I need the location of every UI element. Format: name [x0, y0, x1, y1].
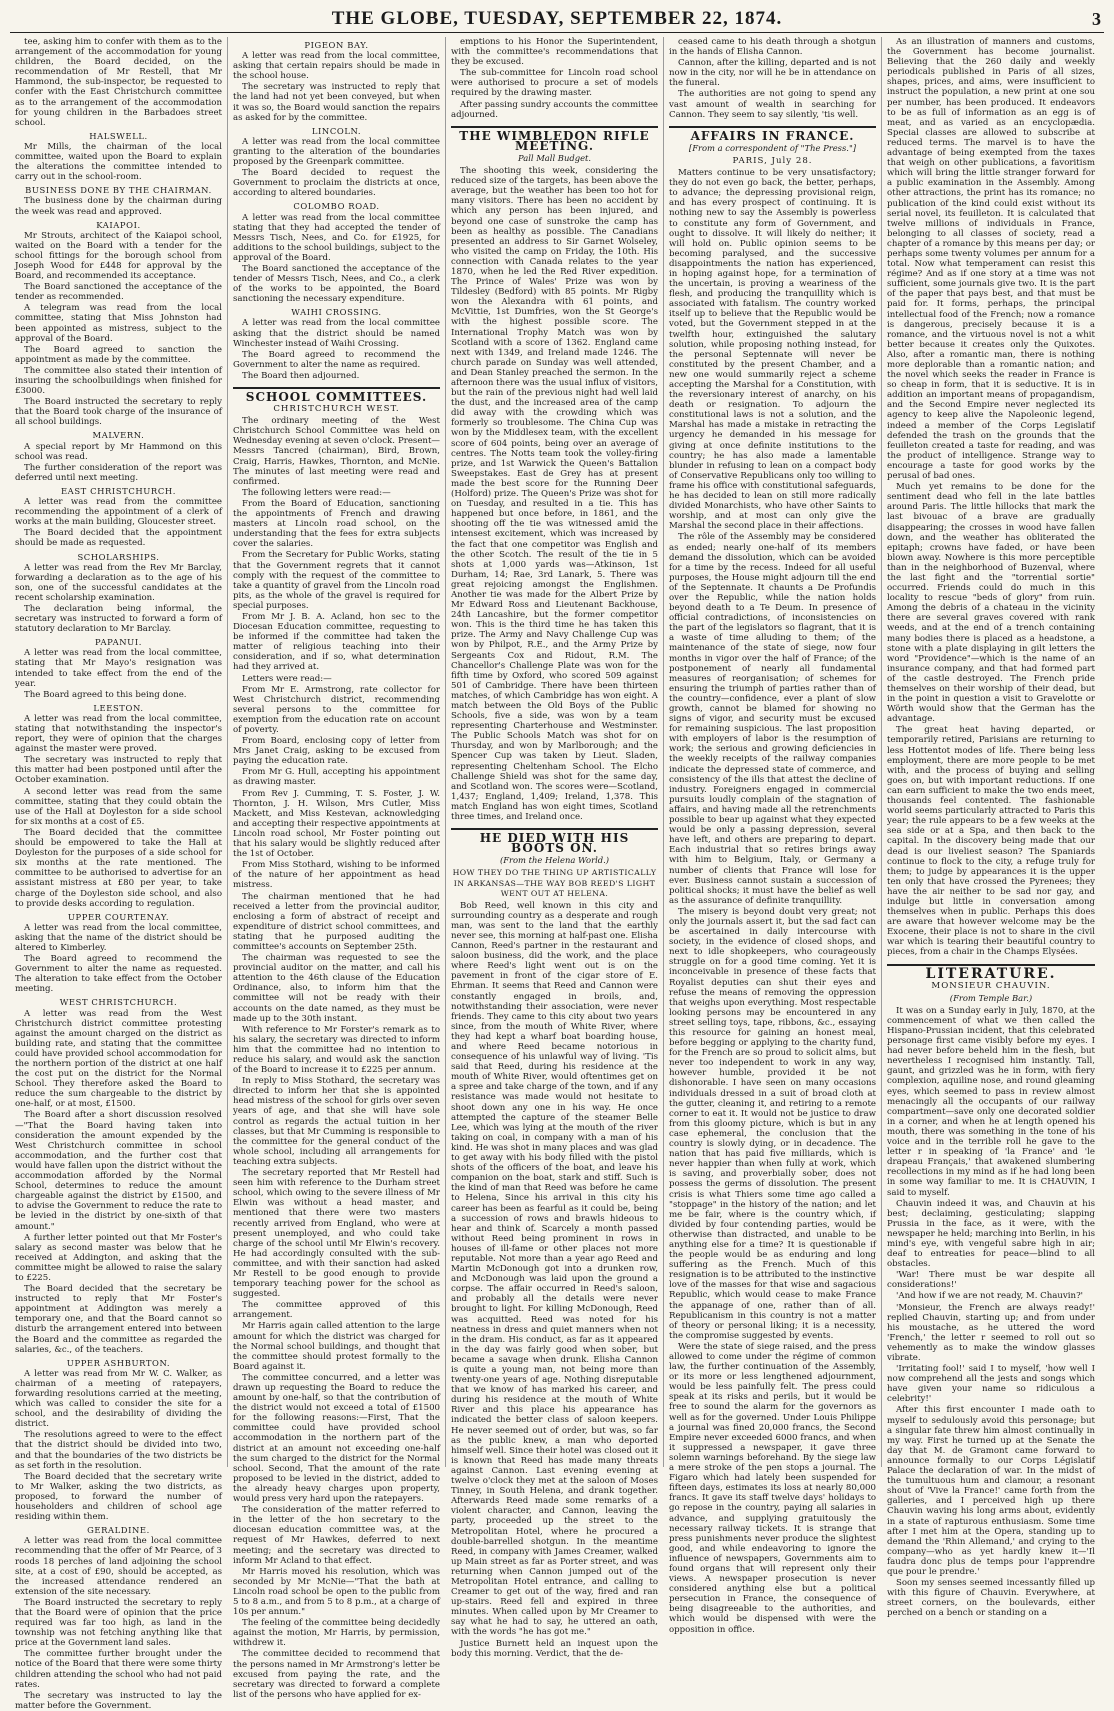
subheading: PAPANUI.: [95, 637, 142, 648]
paragraph: With reference to Mr Forster's remark as to his salary, the secretary was directed to inform him that the committee had no intention to reduce his salary, and would ask the sanction of the Board to increase it to £225 per annum.: [233, 1024, 440, 1076]
paragraph: The shooting this week, considering the reduced size of the targets, has been above the average, but the weather has been too hot for many visitors. There has been no accident by which any person has been injured, and beyond one case of sunstroke the camp has been as healthy as possible. The Canadians presented an address to Sir Garnet Wolseley, who visited the camp on Friday, the 10th. His connection with Canada relates to the year 1870, when he led the Red River expedition. The Prince of Wales' Prize was won by Tildesley (Bedford) with 85 points. Mr Rigby won the Alexandra with 61 points, and McVittie, 1st Dumfries, won the St George's with the highest possible score. The International Trophy Match was won by Scotland with a score of 1362. England came next with 1349, and Ireland made 1246. The church parade on Sunday was well attended, and Dean Stanley preached the sermon. In the afternoon there was the usual influx of visitors, but the rain of the previous night had well laid the dust, and the increased area of the camp did away with the crowding which was formerly so troublesome. The China Cup was won by the Middlesex team, with the excellent score of 604 points, being over an average of centres. The Notts team took the volley-firing prize, and 1st Warwick the Queen's Battalion Sweepstakes. East de Grey has at present made the best score for the Running Deer (Holford) prize. The Queen's Prize was shot for on Tuesday, and resulted in a tie. This has happened but once before, in 1861, and the shooting off the tie was witnessed amid the intensest excitement, which was increased by the fact that one competitor was English and the other Scotch. The result of the tie in 5 shots at 1,000 yards was—Atkinson, 1st Durham, 14; Rae, 3rd Lanark, 5. There was great rejoicing amongst the Englishmen. Another tie was made for the Albert Prize by Mr Edward Ross and Lieutenant Backhouse, 24th Lancashire, but the former competitor won. This is the third time he has taken this prize. The Army and Navy Challenge Cup was won by Philpot, R.E., and the Army Prize by Sergeants Cox and Ridout, R.M. The Chancellor's Challenge Plate was won for the fifth time by Oxford, who scored 509 against 501 of Cambridge. There have been thirteen matches, of which Cambridge has won eight. A match between the Old Boys of the Public Schools, five a side, was won by a team representing Charterhouse and Westminster. The Public Schools Match was shot for on Thursday, and won by Marlborough; and the Spencer Cup was taken by Lieut. Sladen, representing Cheltenham School. The Elcho Challenge Shield was shot for the same day, and Scotland won. The scores were—Scotland, 1,437; England, 1,409; Ireland, 1,378. This match England has won eight times, Scotland three times, and Ireland once.: [451, 166, 658, 823]
paragraph: 'And how if we are not ready, M. Chauvin?': [896, 1291, 1084, 1302]
paragraph: Matters continue to be very unsatisfactory; they do not even go back, the better, perhaps, to advance; the depressing provisional reign, and has every prospect of continuing. It is nothing new to say the Assembly is powerless to constitute any form of Government, and ought to dissolve. It will likely do neither; it will hold on. Public opinion seems to be becoming paralysed, and the successive disappointments the nation has experienced, in hoping against hope, for a termination of the uncertain, is proving a weariness of the flesh, and producing the tranquillity which is associated with fatalism. The country worked itself up to believe that the Republic would be voted, but the Government stepped in at the twelfth hour, extinguished the salutary solution, while proposing nothing instead, for the personal Septennate will never be constituted by the present Chamber, and a new one would summarily reject a scheme accepting the Marshal for a Constitution, with the reversionary interest of anarchy, on his death or resignation. To adjourn the constitutional laws is not a solution, and the Marshal has made a mistake in retracting the urgency he demanded in his message for giving at once definite institutions to the country; he has also made a lamentable blunder in refusing to lean on a compact body of Conservative Republicans only too willing to frame his office with constitutional safeguards, he has decided to lean on still more radically divided Monarchists, who have other Saints to worship, and at most can only give the Marshal the second place in their affections.: [669, 168, 876, 532]
article-headline: LITERATURE.: [887, 964, 1095, 979]
paragraph: A letter was read from the local committee, stating that Mr Mayo's resignation was intended to take effect from the end of the year.: [15, 648, 222, 689]
section-subheading: CHRISTCHURCH WEST.: [273, 404, 400, 415]
source-line: [From a correspondent of "The Press."]: [688, 142, 857, 153]
source-line: Pall Mall Budget.: [517, 152, 592, 163]
paragraph: From the Board of Education, sanctioning the appointments of French and drawing masters at Lincoln road school, on the understanding that the fees for extra subjects cover the salaries.: [233, 498, 440, 550]
paragraph: The committee decided to recommend that the persons named in Mr Armstrong's letter be excused from paying the rate, and the secretary was directed to forward a complete list of the persons who have applied for ex-: [233, 1649, 440, 1700]
masthead-title: THE GLOBE, TUESDAY, SEPTEMBER 22, 1874.: [331, 8, 783, 29]
paragraph: A second letter was read from the same committee, stating that they could obtain the use of the Hall at Doyleston for a side school for six months at a cost of £5.: [15, 786, 222, 827]
paragraph: Much yet remains to be done for the sentiment dead who fell in the late battles around Paris. The little hillocks that mark the last bivouac of a brave are gradually disappearing; the crosses in wood have fallen down, and the weather has obliterated the epitaph; crowns have faded, or have been blown away. Nowhere is this more perceptible than in the neighborhood of Buzenval, where the last fight and the "torrential sortie" occurred. Friends could do much in this locality to rescue "beds of glory" from ruin. Among the debris of a chateau in the vicinity there are several graves covered with rank weeds, and at the end of a trench containing many bodies there is placed as a headstone, a stone with a plate displaying in gilt letters the word "Providence"—which is the name of an insurance company, and that had formed part of the castle destroyed. The French pride themselves on their worship of their dead, but in the point in question a visit to Gravelotte or Wörth would show that the German has the advantage.: [887, 482, 1095, 725]
paragraph: Letters were read:—: [242, 673, 332, 684]
subheading: COLOMBO ROAD.: [293, 201, 380, 212]
paragraph: The Board decided that the secretary write to Mr Walker, asking the two districts, as proposed, to forward the number of householders and children of school age residing within them.: [15, 1471, 222, 1523]
subheading: UPPER COURTENAY.: [67, 911, 170, 922]
subheading: MALVERN.: [92, 430, 145, 441]
paragraph: A letter was read from Mr W. C. Walker, as chairman of a meeting of ratepayers, forwarding resolutions carried at the meeting, which was called to consider the site for a school, and the desirability of dividing the district.: [15, 1368, 222, 1430]
columns: [10, 37, 1104, 1711]
subheading: LEESTON.: [93, 702, 144, 713]
paragraph: The Board after a short discussion resolved—"That the Board having taken into consideration the amount expended by the West Christchurch committee in school accommodation, and the further cost that would have fallen upon the district without the accommodation afforded by the Normal School, determines to reduce the amount chargeable against the district by £1500, and to advise the Government to reduce the rate to be levied in the district by one-sixth of that amount.": [15, 1110, 222, 1232]
paragraph: Chauvin indeed it was, and Chauvin at his best; declaiming, gesticulating; slapping Prussia in the face, as it were, with the newspaper he held; marching into Berlin, in his mind's eye, with vengeful sabre high in air; deaf to entreaties for peace—blind to all obstacles.: [887, 1198, 1095, 1270]
paragraph: A further letter pointed out that Mr Foster's salary as second master was below that he received at Addington, and asking that the committee might be allowed to raise the salary to £225.: [15, 1232, 222, 1283]
column-4: [664, 37, 882, 1635]
paragraph: From Miss Stothard, wishing to be informed of the nature of her appointment as head mistress.: [233, 860, 440, 891]
paragraph: The Board agreed to this being done.: [24, 689, 187, 700]
subheading: SCHOLARSHIPS.: [77, 551, 160, 562]
paragraph: The Board decided that the committee should be empowered to take the Hall at Doyleston for the purposes of a side school for six months at the rate mentioned. The committee to be authorised to advertise for an assistant mistress at £80 per year, to take charge of the Doyleston side school, and also to provide desks according to regulation.: [15, 827, 222, 909]
paragraph: The Board then adjourned.: [242, 370, 360, 381]
paragraph: 'War! There must be war despite all considerations!': [887, 1270, 1095, 1291]
paragraph: A letter was read from the West Christchurch district committee protesting against the amount charged on the district as building rate, and stating that the committee could have provided school accommodation for the northern portion of the district at one half the cost put on the district for the Normal School. They therefore asked the Board to reduce the sum chargeable to the district by one-half, or at most, £1500.: [15, 1008, 222, 1110]
paragraph: tee, asking him to confer with them as to the arrangement of the accommodation for young children, the Board decided, on the recommendation of Mr Restell, that Mr Hammond, the sub-inspector, be requested to confer with the East Christchurch committee as to the arrangement of the accommodation for young children in the Barbadoes street school.: [15, 37, 222, 128]
paragraph: The misery is beyond doubt very great; not only the journals assert it, but the sad fact can be ascertained in daily intercourse with society, in the evidence of closed shops, and next to idle shopkeepers, who courageously struggle on for a good time coming. Yet it is inconceivable in presence of these facts that Royalist deputies can shut their eyes and refuse the means of removing the oppression that weighs upon everything. Most respectable looking persons may be encountered in any street selling toys, tape, ribbons, &c., essaying this resource for gaining an honest meal, before begging or applying to the charity fund, for the French are so proud to solicit alms, but never too independent to work in any way, however humble, provided it be not dishonorable. I have seen on many occasions individuals dressed in a suit of broad cloth at the gutter, cleaning it, and retiring to a remote corner to eat it. It would not be justice to draw from this gloomy picture, which is but in any case ephemeral, the conclusion that the country is slowly dying, or in decadence. The nation that has paid five milliards, which is never happier than when fully at work, which is saving, and proverbially sober, does not possess the germs of dissolution. The present crisis is what Thiers some time ago called a "stoppage" in the history of the nation; and let me be fair, where is the country which, if divided by four contending parties, would be otherwise than distracted, and unable to be anything else for a time? It is questionable if the people would be as enduring and long suffering as the French. Much of this resignation is to be attributed to the instinctive love of the masses for that wise and sagacious Republic, which would cease to make France the appanage of one, rather than of all. Republicanism in this country is not a matter of theory or personal liking; it is a necessity, the compromise suggested by events.: [669, 906, 876, 1341]
section-subheading: MONSIEUR CHAUVIN.: [931, 980, 1051, 991]
paragraph: A letter was read from the local committee asking that the district should be named Winchester instead of Waihi Crossing.: [233, 318, 440, 349]
paragraph: The secretary was instructed to reply that this matter had been postponed until after the October examination.: [15, 755, 222, 786]
source-line: (From Temple Bar.): [949, 992, 1033, 1003]
paragraph: From the Secretary for Public Works, stating that the Government regrets that it cannot comply with the request of the committee to take a quantity of gravel from the Lincoln road pits, as the whole of the gravel is required for special purposes.: [233, 550, 440, 611]
paragraph: Were the state of siege raised, and the press allowed to come under the régime of common law, the further continuation of the Assembly, or its more or less lengthened adjournment, would be less painfully felt. The press could speak at its risks and perils, but it would be free to sound the alarm for the governors as well as for the governed. Under Louis Philippe a journal was fined 20,000 francs, the Second Empire never exceeded 6000 francs, and when it suppressed a newspaper, it gave three solemn warnings beforehand. By the siege law a mere stroke of the pen stops a journal. The Figaro which had lately been suspended for fifteen days, estimates its loss at nearly 80,000 francs. It gave its staff twelve days' holidays to go repose in the country, paying all salaries in advance, and supplying gratuitously the necessary railway tickets. It is strange that press punishments never produce the slightest good, and while endeavoring to ignore the influence of newspapers, Governments aim to found organs that will represent only their views. A newspaper prosecution is never considered anything else but a political persecution in France, the consequence of being disagreeable to the authorities, and which would be dispensed with were the opposition in office.: [669, 1341, 876, 1635]
paragraph: From Mr G. Hull, accepting his appointment as drawing master.: [233, 767, 440, 788]
paragraph: The authorities are not going to spend any vast amount of wealth in searching for Cannon. They seem to say silently, 'tis well.: [669, 89, 876, 120]
subheading: WAIHI CROSSING.: [291, 307, 382, 318]
paragraph: A letter was read from the Rev Mr Barclay, forwarding a declaration as to the age of his son, one of the successful candidates at the recent scholarship examination.: [15, 562, 222, 603]
paragraph: emptions to his Honor the Superintendent, with the committee's recommendations that they be excused.: [451, 37, 658, 68]
paragraph: ceased came to his death through a shotgun in the hands of Elisha Cannon.: [669, 37, 876, 58]
paragraph: A letter was read from the local committee recommending that the offer of Mr Pearce, of 3 roods 18 perches of land adjoining the school site, at a cost of £90, should be accepted, as the increased attendance rendered an extension of the site necessary.: [15, 1536, 222, 1597]
subheading: WEST CHRISTCHURCH.: [59, 997, 178, 1008]
paragraph: A special report by Mr Hammond on this school was read.: [15, 441, 222, 462]
subheading: PIGEON BAY.: [304, 40, 369, 50]
paragraph: The Board agreed to recommend the Government to alter the name as required.: [233, 349, 440, 370]
paragraph: The following letters were read:—: [242, 487, 391, 498]
paragraph: The business done by the chairman during the week was read and approved.: [15, 196, 222, 217]
paragraph: A letter was read from the local committee, asking that certain repairs should be made in the school house.: [233, 51, 440, 82]
paragraph: As an illustration of manners and customs, the Government has become journalist. Believing that the 260 daily and weekly periodicals published in Paris of all sizes, shapes, prices, and aims, were insufficient to instruct the population, a new print at one sou per number, has been produced. It endeavors to be as full of information as an egg is of meat, and as varied as an encyclopædia. Special classes are allowed to subscribe at reduced terms. The marvel is to have the advantage of being exempted from the taxes that weigh on other publications, a favoritism which will bring the little stranger forward for a public examination in the Assembly. Among other attractions, the print has its romance; no publication of the kind could exist without its serial novel, its feuilleton. It is calculated that twelve millions of individuals in France, belonging to all classes of society, read a chapter of a romance by this means per day; or perhaps some twenty volumes per annum for a total. Now what temperament can resist this régime? And as if one story at a time was not sufficient, some journals give two. It is the part of the paper that pays best, and that must be paid for. It forms, perhaps, the principal intellectual food of the French; now a romance is dangerous, precisely because it is a romance, and the virtuous novel is not a whit better because it creates only the Quixotes. Also, after a romantic man, there is nothing more deplorable than a romantic nation; and the novel which seeks the reader in France is so cheap in form, that it is seductive. It is in addition an important means of propagandism, and the Second Empire never neglected its agency to keep alive the Napoleonic legend, indeed a member of the Corps Legislatif defended the trash on the grounds that the feuilleton created a taste for reading, and was the product of intelligence. Strange way to encourage a taste for good works by the perusal of bad ones.: [887, 37, 1095, 482]
paragraph: The Board decided that the secretary be instructed to reply that Mr Foster's appointment at Addington was merely a temporary one, and that the Board cannot so disturb the arrangement entered into between the Board and the committee as regarded the salaries, &c., of the teachers.: [15, 1284, 222, 1355]
paragraph: The great heat having departed, or temporarily retired, Parisians are returning to less Hottentot modes of life. There being less employment, there are more people to be met with, and the process of buying and selling goes on, but with important reductions. If one can earn sufficient to make the two ends meet, thousands feel contented. The fashionable world seems particularly attracted to Paris this year; the rule appears to be a few weeks at the sea side or at a Spa, and then back to the capital. In the discovery being made that our dead is our liveliest season? The Spaniards continue to flock to the city, a refuge truly for them; to judge by appearances it is the upper ten only that have crossed the Pyrenees; they have the air neither to be sad nor gay, and indulge but little in conversation among themselves when in public. Perhaps this does are aware that however welcome may be the Exocene, their place is not to share in the civil war which is tearing their beautiful country to pieces, from a chair in the Champs Elysées.: [887, 725, 1095, 958]
paragraph: The feeling of the committee being decidedly against the motion, Mr Harris, by permission, withdrew it.: [233, 1618, 440, 1649]
paragraph: From Rev J. Cumming, T. S. Foster, J. W. Thornton, J. H. Wilson, Mrs Cutler, Miss Mackett, and Miss Kestevan, acknowledging and accepting their respective appointments at Lincoln road school, Mr Foster pointing out that his salary would be slightly reduced after the 1st of October.: [233, 788, 440, 860]
subheading: GERALDINE.: [87, 1525, 150, 1536]
paragraph: The secretary was instructed to lay the matter before the Government.: [15, 1690, 222, 1711]
article-headline: HE DIED WITH HIS BOOTS ON.: [451, 828, 658, 853]
paragraph: Mr Strouts, architect of the Kaiapoi school, waited on the Board with a tender for the school fittings for the borough school from Joseph Wood for £448 for approval by the Board, and recommended its acceptance.: [15, 230, 222, 282]
page-number: 3: [1092, 9, 1102, 29]
paragraph: In reply to Miss Stothard, the secretary was directed to inform her that she is appointed head mistress of the school for girls over seven years of age, and that she will have sole control as regards the actual tuition in her classes, but that Mr Cumming is responsible to the committee for the general conduct of the whole school, including all arrangements for teaching extra subjects.: [233, 1076, 440, 1167]
article-headline: AFFAIRS IN FRANCE.: [669, 126, 876, 141]
paragraph: The consideration of the matter referred to in the letter of the hon secretary to the diocesan education committee was, at the request of Mr Hawkes, deferred to next meeting; and the secretary was directed to inform Mr Acland to that effect.: [233, 1505, 440, 1566]
paragraph: A letter was read from the local committee, stating that notwithstanding the inspector's report, they were of opinion that the charges against the master were proved.: [15, 713, 222, 755]
column-5: [882, 37, 1100, 1619]
paragraph: Soon my senses seemed incessantly filled up with this figure of Chauvin. Everywhere, at street corners, on the boulevards, either perched on a bench or standing on a: [887, 1578, 1095, 1619]
section-subheading: PARIS, July 28.: [732, 155, 813, 166]
subheading: BUSINESS DONE BY THE CHAIRMAN.: [25, 185, 212, 196]
paragraph: The resolutions agreed to were to the effect that the district should be divided into two, and that the boundaries of the two districts be as set forth in the resolution.: [15, 1430, 222, 1471]
paragraph: A letter was read from the local committee granting to the alteration of the boundaries proposed by the Greenpark committee.: [233, 136, 440, 168]
subheading: EAST CHRISTCHURCH.: [60, 485, 177, 496]
paragraph: The sub-committee for Lincoln road school were authorised to procure a set of models required by the drawing master.: [451, 68, 658, 99]
subheading: KAIAPOI.: [96, 219, 141, 230]
column-3: [446, 37, 664, 1659]
paragraph: The declaration being informal, the secretary was instructed to forward a form of statutory declaration to Mr Barclay.: [15, 603, 222, 635]
subheading: UPPER ASHBURTON.: [66, 1357, 171, 1368]
paragraph: The Board instructed the secretary to reply that the Board were of opinion that the price required was far too high, as land in the township was not fetching anything like that price at the Government land sales.: [15, 1597, 222, 1649]
article-headline: SCHOOL COMMITTEES.: [233, 387, 440, 402]
paragraph: The Board decided to request the Government to proclaim the districts at once, according to altered boundaries.: [233, 168, 440, 199]
paragraph: After this first encounter I made oath to myself to sedulously avoid this personage; but a singular fate threw him almost continually in my way. First he turned up at the Senate the day that M. de Gramont came forward to announce formally to our Corps Législatif Palace the declaration of war. In the midst of the tumultuous hum and clamour, a resonant shout of 'Vive la France!' came forth from the galleries, and I perceived high up there Chauvin waving his long arms about, evidently in a state of rapturous enthusiasm. Some time after I met him at the Opera, standing up to demand the 'Rhin Allemand,' and crying to the company—who as yet hardly knew it—'Il faudra donc plus de temps pour l'apprendre que pour le prendre.': [887, 1405, 1095, 1577]
column-2: [228, 37, 446, 1700]
paragraph: A letter was read from the local committee, asking that the name of the district should be altered to Kimberley.: [15, 922, 222, 953]
caps-summary: HOW THEY DO THE THING UP ARTISTICALLY IN ARKANSAS—THE WAY BOB REED'S LIGHT WENT OUT AT HELENA.: [452, 868, 657, 898]
source-line: (From the Helena World.): [499, 855, 610, 866]
paragraph: A letter was read from the committee recommending the appointment of a clerk of works at the main building, Gloucester street.: [15, 497, 222, 528]
paragraph: The committee further brought under the notice of the Board that there were some thirty children attending the school who had not paid rates.: [15, 1649, 222, 1690]
paragraph: The ordinary meeting of the West Christchurch School Committee was held on Wednesday evening at seven o'clock. Present—Messrs Tancred (chairman), Bird, Brown, Craig, Harris, Hawkes, Thornton, and McNie. The minutes of last meeting were read and confirmed.: [233, 416, 440, 487]
paragraph: The committee approved of this arrangement.: [233, 1300, 440, 1321]
paragraph: The committee also stated their intention of insuring the schoolbuildings when finished for £3000.: [15, 365, 222, 397]
paragraph: A telegram was read from the local committee, stating that Miss Johnston had been appointed as mistress, subject to the approval of the Board.: [15, 303, 222, 344]
masthead: [10, 6, 1104, 33]
article-headline: THE WIMBLEDON RIFLE MEETING.: [451, 126, 658, 151]
column-1: [10, 37, 228, 1711]
paragraph: From Board, enclosing copy of letter from Mrs Janet Craig, asking to be excused from paying the education rate.: [233, 736, 440, 767]
paragraph: The secretary was instructed to reply that the land had not yet been conveyed, but when it was so, the Board would sanction the repairs as asked for by the committee.: [233, 82, 440, 123]
paragraph: A letter was read from the local committee stating that they had accepted the tender of Messrs Tisch, Nees, and Co. for £1925, for additions to the school buildings, subject to the approval of the Board.: [233, 212, 440, 263]
paragraph: Mr Mills, the chairman of the local committee, waited upon the Board to explain the alterations the committee intended to carry out in the school-room.: [15, 141, 222, 183]
paragraph: The chairman was requested to see the provincial auditor on the matter, and call his attention to the 46th clause of the Education Ordinance, also, to inform him that the committee will not be ready with their accounts on the date named, as they must be made up to the 30th instant.: [233, 953, 440, 1024]
paragraph: The rôle of the Assembly may be considered as ended; nearly one-half of its members demand the dissolution, which can be avoided for a time by the recess. Indeed for all useful purposes, the House might adjourn till the end of the Septennate. It chaunts a De Profundis over the Republic, while the nation holds beyond death to a Te Deum. In presence of official contradictions, of inconsistencies on the part of the legislators so flagrant, that it is a waste of time alluding to them; of the maintenance of the state of siege, now four months in vigor over the half of France; of the postponement of nearly all fundamental measures of reorganisation; of schemes for ensuring the triumph of parties rather than of the country—confidence, ever a plant of slow growth, cannot be blamed for showing no signs of vigor, and security must be excused for remaining suspicious. The last proposition with employers of labor is the resumption of work; the serious and growing deficiencies in the weekly receipts of the railway companies indicate the depressed state of commerce, and consistency of the ills that attest the decline of industry. Foreigners engaged in commercial pursuits loudly complain of the stagnation of affairs, and having made all the retrenchments possible to bear up against what they expected would be only a passing depression, several have left, and others are preparing to depart. Each industrial that so retires brings away with him to Belgium, Italy, or Germany a number of clients that France will lose for ever. Business cannot sustain a succession of political shocks; it must have the belief as well as the assurance of definite tranquillity.: [669, 532, 876, 906]
paragraph: The Board sanctioned the acceptance of the tender of Messrs Tisch, Nees, and Co., a clerk of the works to be appointed, the Board sanctioning the necessary expenditure.: [233, 263, 440, 305]
subheading: HALSWELL.: [89, 130, 148, 141]
paragraph: Justice Burnett held an inquest upon the body this morning. Verdict, that the de-: [451, 1638, 658, 1659]
paragraph: The Board agreed to recommend the Government to alter the name as requested. The alteration to take effect from the October meeting.: [15, 954, 222, 995]
paragraph: The committee concurred, and a letter was drawn up requesting the Board to reduce the amount by one-half, so that the contribution of the district would not exceed a total of £1500 for the following reasons:—First, That the committee could have provided school accommodation in the northern part of the district at an amount not exceeding one-half the sum charged to the district for the Normal school. Second, That the amount of the rate proposed to be levied in the district, added to the already heavy charges upon property, would press very hard upon the ratepayers.: [233, 1372, 440, 1505]
paragraph: The Board decided that the appointment should be made as requested.: [15, 528, 222, 549]
paragraph: 'Irritating fool!' said I to myself, 'how well I now comprehend all the jests and songs which have given your name so ridiculous a celebrity!': [887, 1364, 1095, 1405]
paragraph: Cannon, after the killing, departed and is not now in the city, nor will he be in attendance on the funeral.: [669, 58, 876, 89]
paragraph: The Board instructed the secretary to reply that the Board took charge of the insurance of all school buildings.: [15, 397, 222, 428]
paragraph: It was on a Sunday early in July, 1870, at the commencement of what we then called the Hispano-Prussian incident, that this celebrated personage first came visibly before my eyes. I had never before beheld him in the flesh, but nevertheless I recognised him instantly. Tall, gaunt, and grizzled was he in form, with fiery complexion, aquiline nose, and round gleaming eyes, which seemed to pass in review almost menacingly all the occupants of our railway compartment—save only one decorated soldier in a corner, and when he at length opened his mouth, there was something in the tone of his voice and in the terrible roll he gave to the letter r in speaking of 'la France' and 'le drapeau Français,' that awakened slumbering recollections in my mind as if he had long been in some way familiar to me. It is CHAUVIN, I said to myself.: [887, 1005, 1095, 1198]
paragraph: After passing sundry accounts the committee adjourned.: [451, 99, 658, 120]
paragraph: 'Monsieur, the French are always ready!' replied Chauvin, starting up; and from under his moustache, as he uttered the word 'French,' the letter r seemed to roll out so vehemently as to make the window glasses vibrate.: [887, 1302, 1095, 1363]
paragraph: Mr Harris again called attention to the large amount for which the district was charged for the Normal school buildings, and thought that the committee should protest formally to the Board against it.: [233, 1321, 440, 1372]
paragraph: From Mr J. B. A. Acland, hon sec to the Diocesan Education committee, requesting to be informed if the committee had taken the matter of religious teaching into their consideration, and if so, what determination had they arrived at.: [233, 611, 440, 673]
subheading: LINCOLN.: [311, 125, 362, 136]
paragraph: The secretary reported that Mr Restell had seen him with reference to the Durham street school, which owing to the severe illness of Mr Elwin was without a head master, and mentioned that there were two masters recently arrived from England, who were at present unemployed, and who could take charge of the school until Mr Elwin's recovery. He had accordingly consulted with the sub-committee, and with their sanction had asked Mr Restell to be good enough to provide temporary teaching power for the school as suggested.: [233, 1168, 440, 1300]
paragraph: From Mr E. Armstrong, rate collector for West Christchurch district, recommending several persons to the committee for exemption from the education rate on account of poverty.: [233, 684, 440, 735]
paragraph: The chairman mentioned that he had received a letter from the provincial auditor, enclosing a form of abstract of receipt and expenditure of district school committees, and stating that he purposed auditing the committee's accounts on September 25th.: [233, 891, 440, 952]
paragraph: The Board agreed to sanction the appointment as made by the committee.: [15, 344, 222, 365]
paragraph: Mr Harris moved his resolution, which was seconded by Mr McNie—"That the bath at Lincoln road school be open to the public from 5 to 8 a.m., and from 5 to 8 p.m., at a charge of 10s per annum.": [233, 1566, 440, 1618]
paragraph: The Board sanctioned the acceptance of the tender as recommended.: [15, 282, 222, 303]
paragraph: Bob Reed, well known in this city and surrounding country as a desperate and rough man, was sent to the land that the earthly never see, this morning at half-past one. Elisha Cannon, Reed's partner in the restaurant and saloon business, did the work, and the place where Reed's light went out is on the pavement in front of the cigar store of E. Ehrman. It seems that Reed and Cannon were constantly engaged in broils, and, notwithstanding their association, were never friends. They came to this city about two years since, from the mouth of White River, where they had kept a wharf boat boarding house, and where Reed became notorious in consequence of his unlawful way of living. 'Tis said that Reed, during his residence at the mouth of White River, would oftentimes get on a spree and take charge of the town, and if any resistance was made would not hesitate to shoot down any one in his way. He once attempted the capture of the steamer Belle Lee, which was lying at the mouth of the river taking on coal, in company with a man of his kind. He was shot in many places and was glad to get away with his body filled with the pistol shots of the officers of the boat, and leave his companion on the boat, stark and stiff. Such is the kind of man that Reed was before he came to Helena, Since his arrival in this city his career has been as fearful as it could be, being a succession of rows and brawls hideous to hear and think of. Scarcely a month passed without Reed being prominent in rows in houses of ill-fame or other places not more reputable. Not more than a year ago Reed and Martin McDonough got into a drunken row, and McDonough was laid upon the ground a corpse. The affair occurred in Reed's saloon, and probably all the details were never brought to light. For killing McDonough, Reed was acquitted. Reed was noted for his neatness in dress and quiet manners when not in the dram. His conduct, as far as it appeared in the day was fairly good when sober, but became a savage when drunk. Elisha Cannon is quite a young man, not being more than twenty-one years of age. Nothing disreputable that we know of has marked his career, and during his residence at the mouth of White River and this place his appearance has indicated the better class of saloon keepers. He never seemed out of order, but was, so far as the public knew, a man who deported himself well. Since their hotel was closed out it is known that Reed has made many threats against Cannon. Last evening evening at twelve o'clock they met at the saloon of Moses Tinney, in South Helena, and drank together. Afterwards Reed made some remarks of a violent character, and Cannon, leaving the party, proceeded up the street to the Metropolitan Hotel, where he procured a double-barrelled shotgun. In the meantime Reed, in company with James Creamer, walked up Main street as far as Porter street, and was returning when Cannon jumped out of the Metropolitan Hotel entrance, and calling to Creamer to get out of the way, fired and ran up-stairs. Reed fell and expired in three minutes. When called upon by Mr Creamer to say what he had to say, he uttered an oath, with the words "he has got me.": [451, 900, 658, 1638]
paragraph: The further consideration of the report was deferred until next meeting.: [15, 462, 222, 483]
